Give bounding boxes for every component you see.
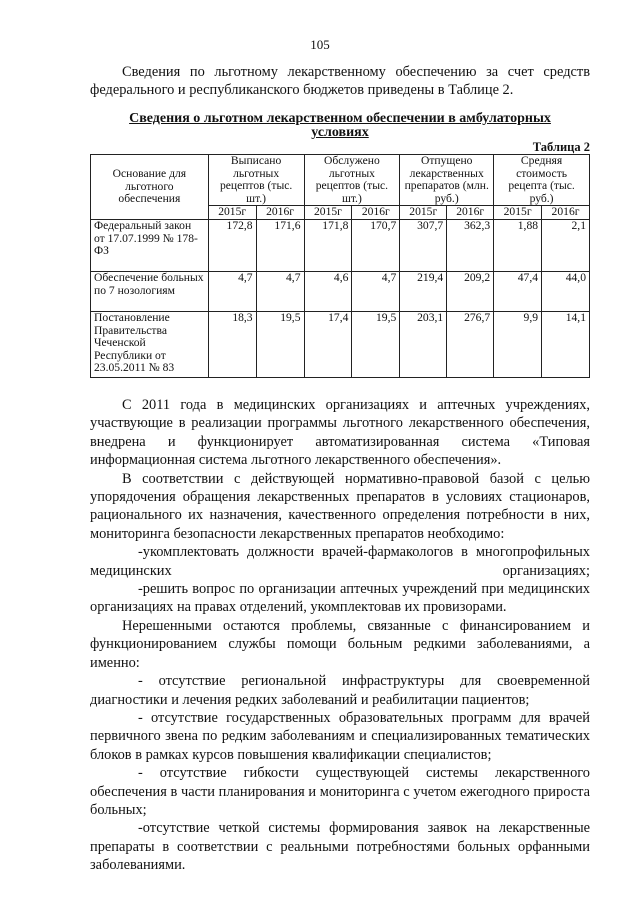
table-cell: 44,0 <box>542 271 590 311</box>
paragraph: -отсутствие четкой системы формирования заявок на лекарственные препараты в соответствии с реальными потребностями больных орфанными заболеваниями. <box>90 820 590 874</box>
table-cell: 19,5 <box>256 311 304 377</box>
paragraph: Нерешенными остаются проблемы, связанные с финансированием и функционированием службы помощи больным редкими заболеваниями, а именно: <box>90 617 590 671</box>
table-cell: 4,7 <box>256 271 304 311</box>
paragraph: -решить вопрос по организации аптечных учреждений при медицинских организациях на правах отделений, укомплектовав их провизорами. <box>90 581 590 616</box>
table-cell: 276,7 <box>447 311 494 377</box>
table-cell: 4,7 <box>208 271 256 311</box>
group-header: Выписано льготных рецептов (тыс. шт.) <box>208 155 304 206</box>
year-header: 2015г <box>208 206 256 220</box>
table-title-line2: условиях <box>311 125 369 140</box>
table-cell: 172,8 <box>208 219 256 271</box>
benefits-table <box>90 154 590 378</box>
base-header: Основание для льготного обеспечения <box>91 155 209 220</box>
table-cell: 170,7 <box>352 219 400 271</box>
table-cell: 307,7 <box>400 219 447 271</box>
row-label: Постановление Правительства Чеченской Республики от 23.05.2011 № 83 <box>91 311 209 377</box>
group-header: Средняя стоимость рецепта (тыс. руб.) <box>494 155 590 206</box>
body-text <box>90 396 590 875</box>
year-header: 2016г <box>352 206 400 220</box>
year-header: 2016г <box>542 206 590 220</box>
table-header-row <box>91 155 590 206</box>
table-cell: 14,1 <box>542 311 590 377</box>
table-cell: 18,3 <box>208 311 256 377</box>
paragraph: С 2011 года в медицинских организациях и аптечных учреждениях, участвующие в реализации программы льготного лекарственного обеспечения, внедрена и функционирует автоматизированная система «Типовая информационная система льготного лекарственного обеспечения». <box>90 397 590 469</box>
table-cell: 171,8 <box>304 219 352 271</box>
group-header: Обслужено льготных рецептов (тыс. шт.) <box>304 155 400 206</box>
paragraph: - отсутствие гибкости существующей системы лекарственного обеспечения в части планирования и мониторинга с учетом ежегодного прироста больных; <box>90 765 590 818</box>
paragraph: - отсутствие региональной инфраструктуры для своевременной диагностики и лечения редких заболеваний и реабилитации пациентов; <box>90 673 590 708</box>
table-cell: 219,4 <box>400 271 447 311</box>
paragraph: - отсутствие государственных образовательных программ для врачей первичного звена по редким заболеваниям и специализированных тематических блоков в рамках курсов повышения квалификации специалистов; <box>90 709 590 763</box>
table-row <box>91 311 590 377</box>
table-label: Таблица 2 <box>532 140 590 154</box>
table-cell: 17,4 <box>304 311 352 377</box>
table-title <box>90 112 590 140</box>
table-cell: 1,88 <box>494 219 542 271</box>
year-header: 2016г <box>447 206 494 220</box>
intro-text <box>90 63 590 100</box>
year-header: 2015г <box>400 206 447 220</box>
table-cell: 4,7 <box>352 271 400 311</box>
paragraph: -укомплектовать должности врачей-фармакологов в многопрофильных медицинских организациях; <box>90 544 590 579</box>
year-header: 2015г <box>494 206 542 220</box>
table-cell: 47,4 <box>494 271 542 311</box>
year-header: 2016г <box>256 206 304 220</box>
group-header: Отпущено лекарственных препаратов (млн. руб.) <box>400 155 494 206</box>
table-cell: 2,1 <box>542 219 590 271</box>
year-header: 2015г <box>304 206 352 220</box>
table-cell: 209,2 <box>447 271 494 311</box>
row-label: Федеральный закон от 17.07.1999 № 178-ФЗ <box>91 219 209 271</box>
table-cell: 362,3 <box>447 219 494 271</box>
table-cell: 4,6 <box>304 271 352 311</box>
table-cell: 203,1 <box>400 311 447 377</box>
table-cell: 171,6 <box>256 219 304 271</box>
intro-paragraph: Сведения по льготному лекарственному обеспечению за счет средств федерального и республиканского бюджетов приведены в Таблице 2. <box>90 64 590 99</box>
page-number: 105 <box>310 37 330 52</box>
table-row <box>91 271 590 311</box>
table-cell: 19,5 <box>352 311 400 377</box>
table-cell: 9,9 <box>494 311 542 377</box>
row-label: Обеспечение больных по 7 нозологиям <box>91 271 209 311</box>
table-row <box>91 219 590 271</box>
paragraph: В соответствии с действующей нормативно-правовой базой с целью упорядочения обращения лекарственных препаратов в условиях стационаров, рационального их назначения, качественного определения потребности в них, мониторинга безопасности лекарственных препаратов необходимо: <box>90 470 590 542</box>
table-title-line1: Сведения о льготном лекарственном обеспечении в амбулаторных <box>129 111 551 126</box>
